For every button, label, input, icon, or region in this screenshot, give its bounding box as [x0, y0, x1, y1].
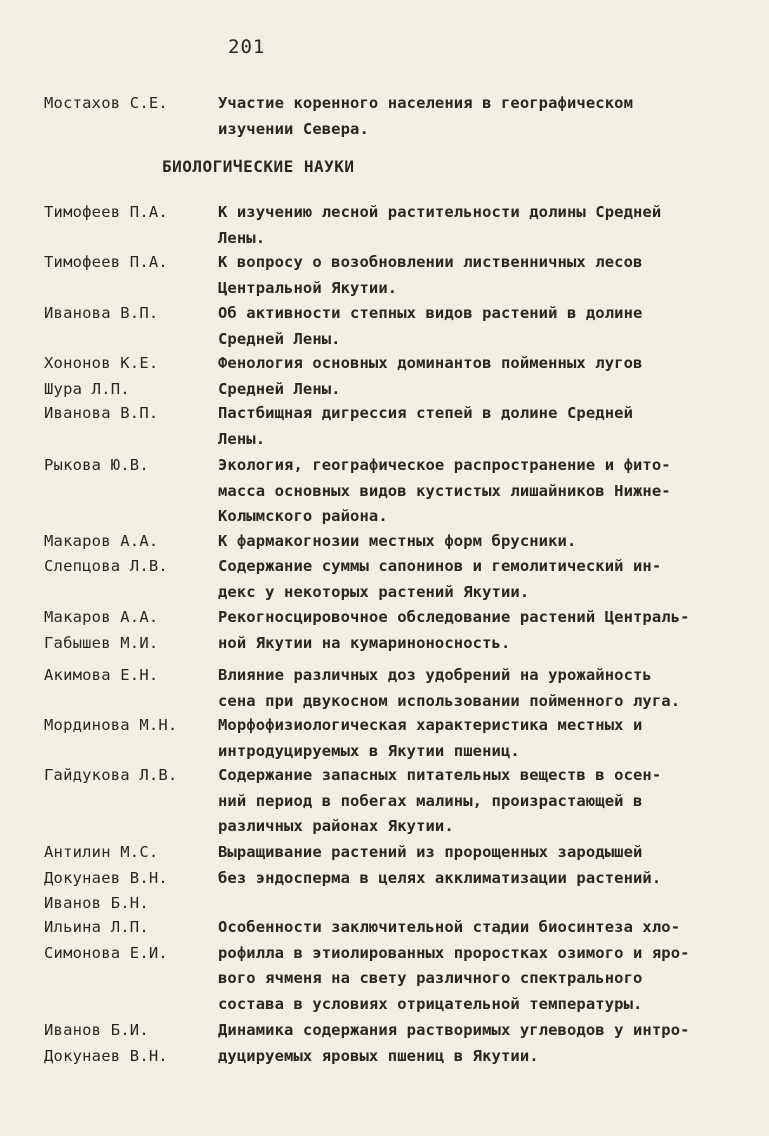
entry-authors: Мостахов С.Е.: [44, 94, 168, 112]
entry-authors: Тимофеев П.А.: [44, 203, 168, 221]
entry-authors: Мординова М.Н.: [44, 716, 178, 734]
entry-authors: Тимофеев П.А.: [44, 253, 168, 271]
entry-authors: Акимова Е.Н.: [44, 666, 159, 684]
entry-authors: Макаров А.А.: [44, 532, 159, 550]
entry-authors: Иванова В.П.: [44, 304, 159, 322]
entry-title: К изучению лесной растительности долины Средней Лены.: [218, 203, 662, 247]
entry-authors: Иванова В.П.: [44, 404, 159, 422]
entry-title: Содержание суммы сапонинов и гемолитический ин- декс у некоторых растений Якутии.: [218, 557, 662, 601]
entry-title: Выращивание растений из пророщенных зародышей без эндосперма в целях акклиматизации растений.: [218, 843, 662, 887]
page-number: 201: [228, 36, 266, 58]
entry-title: Особенности заключительной стадии биосинтеза хло- рофилла в этиолированных проростках озимого и яро- вого ячменя на свету различного спектрального состава в условиях отрицательной температуры.: [218, 918, 690, 1013]
entry-title: Участие коренного населения в географическом изучении Севера.: [218, 94, 633, 138]
entry-authors: Рыкова Ю.В.: [44, 456, 149, 474]
entry-title: Об активности степных видов растений в долине Средней Лены.: [218, 304, 643, 348]
entry-title: К вопросу о возобновлении лиственничных лесов Центральной Якутии.: [218, 253, 643, 297]
entry-authors: Слепцова Л.В.: [44, 557, 168, 575]
entry-title: Влияние различных доз удобрений на урожайность сена при двукосном использовании пойменного луга.: [218, 666, 681, 710]
entry-title: Содержание запасных питательных веществ в осен- ний период в побегах малины, произрастающей в различных районах Якутии.: [218, 766, 662, 835]
entry-authors: Хононов К.Е. Шура Л.П.: [44, 354, 159, 398]
entry-title: Морфофизиологическая характеристика местных и интродуцируемых в Якутии пшениц.: [218, 716, 643, 760]
entry-title: Экология, географическое распространение и фито- масса основных видов кустистых лишайников Нижне- Колымского района.: [218, 456, 671, 525]
entry-title: К фармакогнозии местных форм брусники.: [218, 532, 577, 550]
section-heading: БИОЛОГИЧЕСКИЕ НАУКИ: [162, 157, 355, 176]
entry-title: Рекогносцировочное обследование растений Централь- ной Якутии на кумариноносность.: [218, 608, 690, 652]
entry-authors: Макаров А.А. Габышев М.И.: [44, 608, 159, 652]
entry-authors: Гайдукова Л.В.: [44, 766, 178, 784]
entry-title: Пастбищная дигрессия степей в долине Средней Лены.: [218, 404, 633, 448]
entry-title: Динамика содержания растворимых углеводов у интро- дуцируемых яровых пшениц в Якутии.: [218, 1021, 690, 1065]
entry-title: Фенология основных доминантов пойменных лугов Средней Лены.: [218, 354, 643, 398]
entry-authors: Иванов Б.И. Докунаев В.Н.: [44, 1021, 168, 1065]
entry-authors: Ильина Л.П. Симонова Е.И.: [44, 918, 168, 962]
entry-authors: Антилин М.С. Докунаев В.Н. Иванов Б.Н.: [44, 843, 168, 912]
